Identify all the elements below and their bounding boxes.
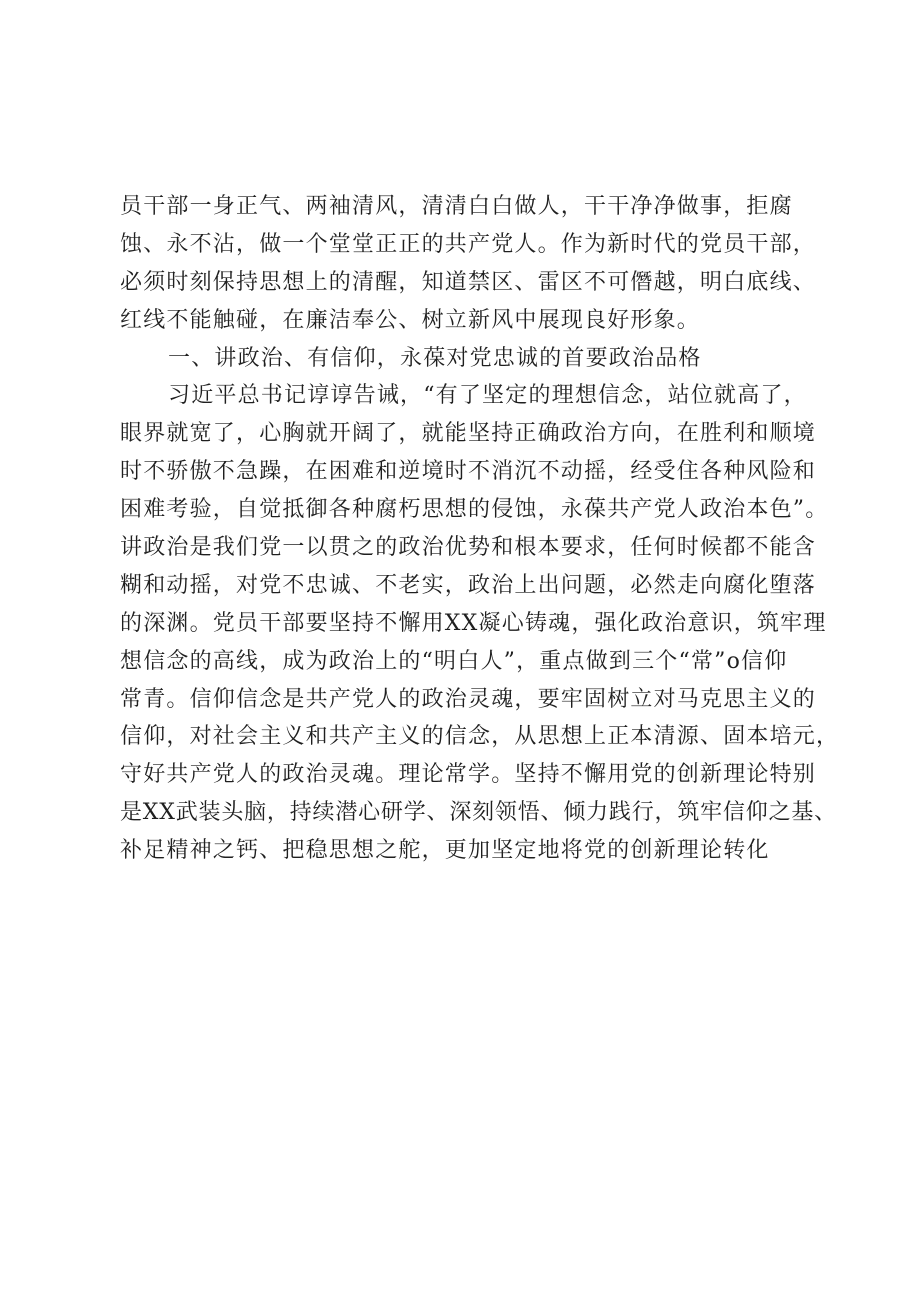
text-line: 蚀、永不沾，做一个堂堂正正的共产党人。作为新时代的党员干部， xyxy=(120,231,817,257)
text-line: 讲政治是我们党一以贯之的政治优势和根本要求，任何时候都不能含 xyxy=(120,535,817,561)
text-line: 的深渊。党员干部要坚持不懈用XX凝心铸魂，强化政治意识，筑牢理 xyxy=(120,610,827,636)
text-line: 红线不能触碰，在廉洁奉公、树立新风中展现良好形象。 xyxy=(120,307,701,333)
text-line: 习近平总书记谆谆告诫，“有了坚定的理想信念，站位就高了， xyxy=(168,383,807,409)
body-text xyxy=(120,188,840,870)
text-line: 必须时刻保持思想上的清醒，知道禁区、雷区不可僭越，明白底线、 xyxy=(120,269,817,295)
text-line: 眼界就宽了，心胸就开阔了，就能坚持正确政治方向，在胜利和顺境 xyxy=(120,421,817,447)
text-line: 守好共产党人的政治灵魂。理论常学。坚持不懈用党的创新理论特别 xyxy=(120,762,817,788)
text-line: 员干部一身正气、两袖清风，清清白白做人，干干净净做事，拒腐 xyxy=(120,194,793,219)
text-line: 信仰，对社会主义和共产主义的信念，从思想上正本清源、固本培元， xyxy=(120,724,840,750)
text-line: 糊和动摇，对党不忠诚、不老实，政治上出问题，必然走向腐化堕落 xyxy=(120,572,817,598)
text-line: 常青。信仰信念是共产党人的政治灵魂，要牢固树立对马克思主义的 xyxy=(120,686,817,712)
text-line: 困难考验，自觉抵御各种腐朽思想的侵蚀，永葆共产党人政治本色”。 xyxy=(120,497,829,523)
text-line: 时不骄傲不急躁，在困难和逆境时不消沉不动摇，经受住各种风险和 xyxy=(120,459,817,485)
text-line: 是XX武装头脑，持续潜心研学、深刻领悟、倾力践行，筑牢信仰之基、 xyxy=(120,800,837,826)
text-line: 补足精神之钙、把稳思想之舵，更加坚定地将党的创新理论转化 xyxy=(120,838,770,864)
text-line: 想信念的高线，成为政治上的“明白人”，重点做到三个“常”o信仰 xyxy=(120,648,788,674)
section-heading: 一、讲政治、有信仰，永葆对党忠诚的首要政治品格 xyxy=(168,345,702,371)
